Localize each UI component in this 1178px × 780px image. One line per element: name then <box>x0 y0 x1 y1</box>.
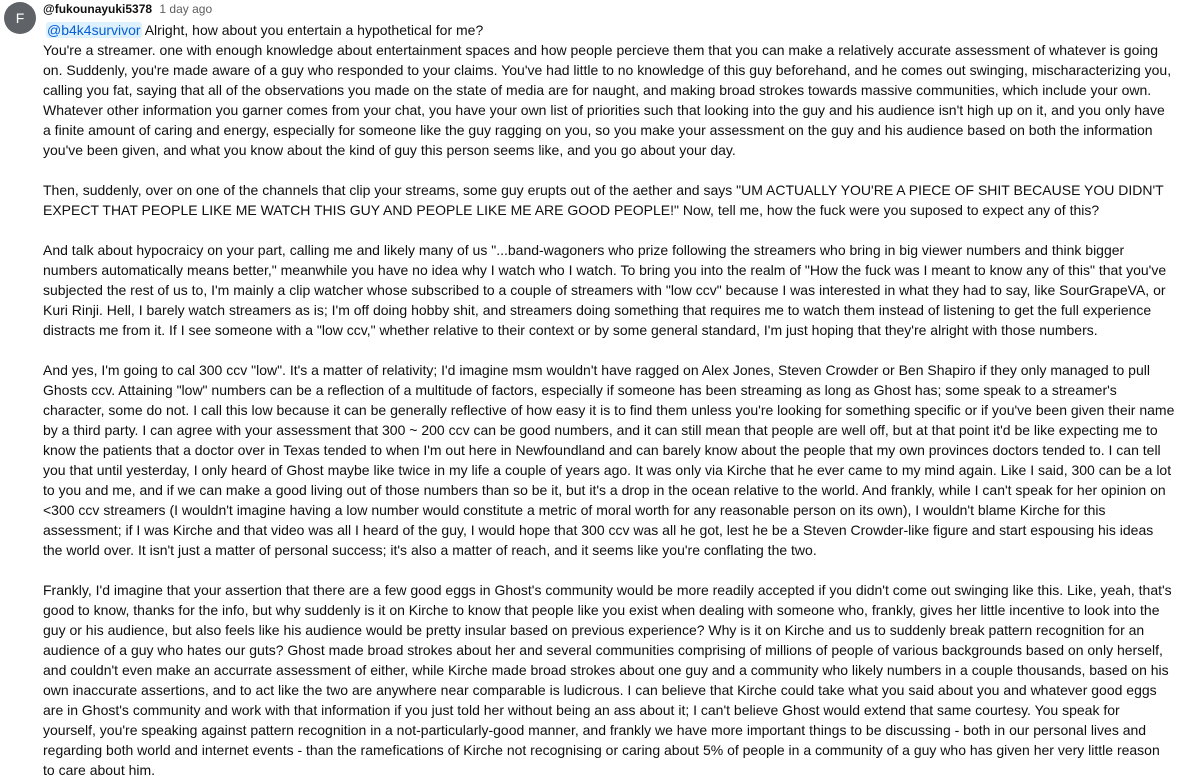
comment-text <box>43 20 1175 780</box>
avatar[interactable]: F <box>4 2 36 34</box>
first-line-text: Alright, how about you entertain a hypothetical for me? <box>144 22 484 38</box>
paragraph-gap <box>43 340 1175 360</box>
comment-header <box>43 0 1175 18</box>
paragraph-gap <box>43 560 1175 580</box>
author-name[interactable]: @fukounayuki5378 <box>43 2 153 16</box>
comment-paragraph: And yes, I'm going to cal 300 ccv "low". It's a matter of relativity; I'd imagine msm wouldn't have ragged on Alex Jones, Steven Crowder or Ben Shapiro if they only managed to pull Ghosts ccv. Attaining "low" numbers can be a reflection of a multitude of factors, especially if someone has been streaming as long as Ghost has; some speak to a streamer's character, some do not. I call this low because it can be generally reflective of how easy it is to find them unless you're looking for something specific or if you've been given their name by a third party. I can agree with your assessment that 300 ~ 200 ccv can be good numbers, and it can still mean that people are well off, but at that point it'd be like expecting me to know the patients that a doctor over in Texas tended to when I'm out here in Newfoundland and can barely know about the people that my own provinces doctors tended to. I can tell you that until yesterday, I only heard of Ghost maybe like twice in my life a couple of years ago. It was only via Kirche that he ever came to my mind again. Like I said, 300 can be a lot to you and me, and if we can make a good living out of those numbers than so be it, but it's a drop in the ocean relative to the world. And frankly, while I can't speak for her opinion on <300 ccv streamers (I wouldn't imagine having a low number would constitute a metric of moral worth for any reasonable person on its own), I wouldn't blame Kirche for this assessment; if I was Kirche and that video was all I heard of the guy, I would hope that 300 ccv was all he got, lest he be a Steven Crowder-like figure and start espousing his ideas the world over. It isn't just a matter of personal success; it's also a matter of reach, and it seems like you're conflating the two. <box>43 362 1175 558</box>
paragraph-gap <box>43 160 1175 180</box>
comment-first-line <box>43 20 1175 40</box>
comment-paragraph: Then, suddenly, over on one of the channels that clip your streams, some guy erupts out of the aether and says "UM ACTUALLY YOU'RE A PIECE OF SHIT BECAUSE YOU DIDN'T EXPECT THAT PEOPLE LIKE ME WATCH THIS GUY AND PEOPLE LIKE ME ARE GOOD PEOPLE!" Now, tell me, how the fuck were you suposed to expect any of this? <box>43 182 1164 218</box>
comment-body <box>43 0 1175 780</box>
comment-paragraph: Frankly, I'd imagine that your assertion that there are a few good eggs in Ghost's community would be more readily accepted if you didn't come out swinging like this. Like, yeah, that's good to know, thanks for the info, but why suddenly is it on Kirche to know that people like you exist when dealing with someone who, frankly, gives her little incentive to look into the guy or his audience, but also feels like his audience would be pretty insular based on previous experience? Why is it on Kirche and us to suddenly break pattern recognition for an audience of a guy who hates our guts? Ghost made broad strokes about her and several communities comprising of millions of people of various backgrounds based on only herself, and couldn't even make an accurrate assessment of either, while Kirche made broad strokes about one guy and a community who likely numbers in a couple thousands, based on his own inaccurate assertions, and to act like the two are anywhere near comparable is ludicrous. I can believe that Kirche could take what you said about you and whatever good eggs are in Ghost's community and work with that information if you just told her without being an ass about it; I can't believe Ghost would extend that same courtesy. You speak for yourself, you're speaking against pattern recognition in a not-particularly-good manner, and frankly we have more important things to be discussing - both in our personal lives and regarding both world and internet events - than the ramefications of Kirche not recognising or caring about 5% of people in a community of a guy who has given her very little reason to care about him. <box>43 582 1172 778</box>
comment-timestamp[interactable]: 1 day ago <box>159 2 213 16</box>
user-mention-link[interactable]: @b4k4survivor <box>47 22 141 38</box>
comment-paragraph: And talk about hypocraicy on your part, calling me and likely many of us "...band-wagoners who prize following the streamers who bring in big viewer numbers and think bigger numbers automatically means better," meanwhile you have no idea why I watch who I watch. To bring you into the realm of "How the fuck was I meant to know any of this" that you've subjected the rest of us to, I'm mainly a clip watcher whose subscribed to a couple of streamers with "low ccv" because I was interested in what they had to say, like SourGrapeVA, or Kuri Rinji. Hell, I barely watch streamers as is; I'm off doing hobby shit, and streamers doing something that requires me to watch them instead of listening to get the full experience distracts me from it. If I see someone with a "low ccv," whether relative to their context or by some general standard, I'm just hoping that they're alright with those numbers. <box>43 242 1167 338</box>
paragraph-gap <box>43 220 1175 240</box>
comment-paragraph: You're a streamer. one with enough knowledge about entertainment spaces and how people percieve them that you can make a relatively accurate assessment of whatever is going on. Suddenly, you're made aware of a guy who responded to your claims. You've had little to no knowledge of this guy beforehand, and he comes out swinging, mischaracterizing you, calling you fat, saying that all of the observations you made on the state of media are for naught, and making broad strokes towards massive communities, which include your own. Whatever other information you garner comes from your chat, you have your own list of priorities such that looking into the guy and his audience isn't high up on it, and you only have a finite amount of caring and energy, especially for someone like the guy ragging on you, so you make your assessment on the guy and his audience based on both the information you've been given, and what you know about the kind of guy this person seems like, and you go about your day. <box>43 42 1172 158</box>
